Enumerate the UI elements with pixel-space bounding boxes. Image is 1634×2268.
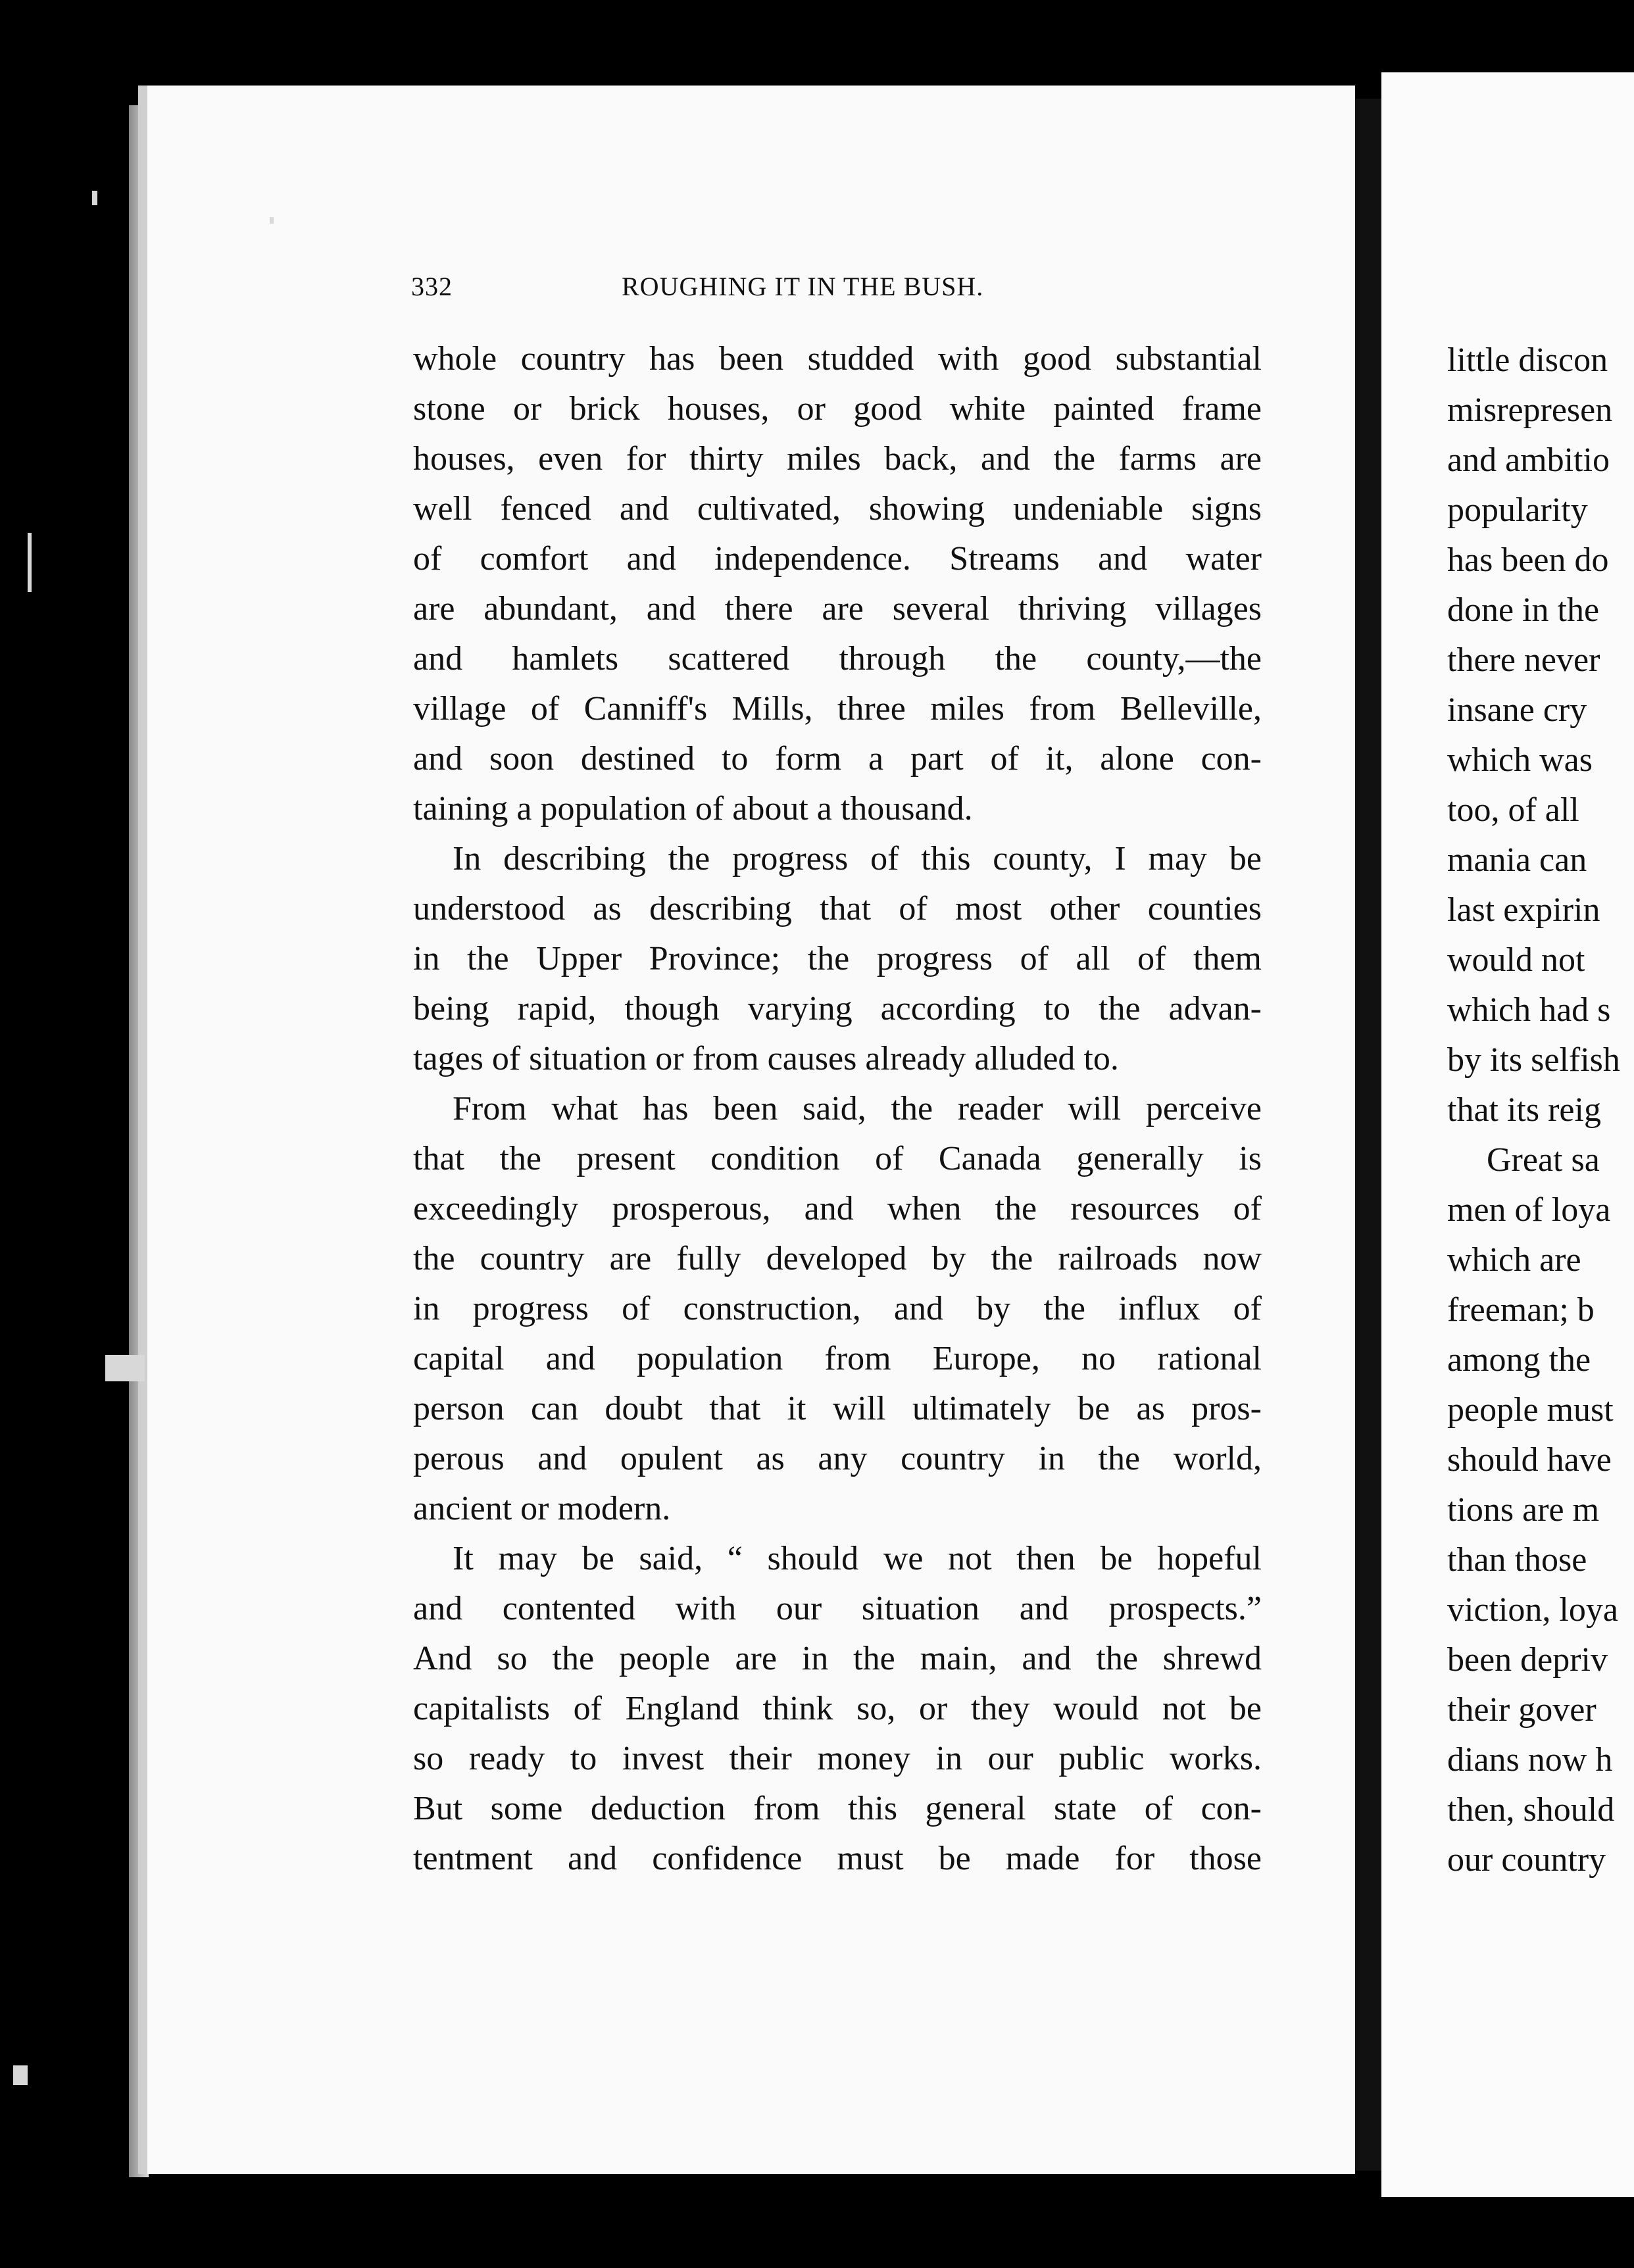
text-line: perous and opulent as any country in the world, bbox=[413, 1440, 1262, 1477]
text-line: which was bbox=[1447, 741, 1593, 779]
text-line: their gover bbox=[1447, 1691, 1597, 1729]
text-line: than those bbox=[1447, 1541, 1587, 1579]
text-line: people must bbox=[1447, 1391, 1614, 1429]
text-line: village of Canniff's Mills, three miles from Belleville, bbox=[413, 690, 1262, 727]
text-line: there never bbox=[1447, 641, 1600, 679]
page-speck bbox=[13, 2065, 28, 2085]
right-book-page bbox=[1381, 72, 1634, 2197]
text-line: last expirin bbox=[1447, 891, 1600, 929]
text-line: ancient or modern. bbox=[413, 1490, 671, 1527]
text-line: tages of situation or from causes already alluded to. bbox=[413, 1040, 1119, 1077]
text-line: and soon destined to form a part of it, alone con- bbox=[413, 740, 1262, 777]
text-line: stone or brick houses, or good white painted frame bbox=[413, 390, 1262, 428]
text-line: well fenced and cultivated, showing undeniable signs bbox=[413, 490, 1262, 528]
text-line: by its selfish bbox=[1447, 1041, 1620, 1079]
text-line: In describing the progress of this county, I may be bbox=[453, 840, 1262, 877]
text-line: person can doubt that it will ultimately be as pros- bbox=[413, 1390, 1262, 1427]
text-line: mania can bbox=[1447, 841, 1587, 879]
page-number: 332 bbox=[411, 272, 453, 301]
running-title: ROUGHING IT IN THE BUSH. bbox=[622, 272, 984, 301]
text-line: insane cry bbox=[1447, 691, 1587, 729]
text-line: capital and population from Europe, no rational bbox=[413, 1340, 1262, 1377]
text-line: exceedingly prosperous, and when the resources of bbox=[413, 1190, 1262, 1227]
text-line: of comfort and independence. Streams and water bbox=[413, 540, 1262, 578]
text-line: and contented with our situation and prospects.” bbox=[413, 1590, 1262, 1627]
text-line: done in the bbox=[1447, 591, 1600, 629]
page-speck bbox=[270, 217, 274, 224]
text-line: men of loya bbox=[1447, 1191, 1611, 1229]
text-line: understood as describing that of most other counties bbox=[413, 890, 1262, 927]
text-line: being rapid, though varying according to the advan- bbox=[413, 990, 1262, 1027]
text-line: that its reig bbox=[1447, 1091, 1601, 1129]
text-line: tentment and confidence must be made for those bbox=[413, 1840, 1262, 1877]
page-speck bbox=[92, 191, 97, 205]
text-line: in progress of construction, and by the influx of bbox=[413, 1290, 1262, 1327]
text-line: misrepresen bbox=[1447, 391, 1613, 429]
text-line: viction, loya bbox=[1447, 1591, 1618, 1629]
text-line: so ready to invest their money in our public works. bbox=[413, 1740, 1262, 1777]
text-line: Great sa bbox=[1487, 1141, 1600, 1179]
text-line: in the Upper Province; the progress of all of them bbox=[413, 940, 1262, 977]
text-line: It may be said, “ should we not then be hopeful bbox=[453, 1540, 1262, 1577]
text-line: From what has been said, the reader will perceive bbox=[453, 1090, 1262, 1127]
running-head bbox=[411, 271, 1260, 310]
right-page-text bbox=[1447, 335, 1634, 1885]
text-line: dians now h bbox=[1447, 1741, 1613, 1779]
left-page-body-text bbox=[413, 334, 1262, 1884]
text-line: and ambitio bbox=[1447, 441, 1610, 479]
text-line: freeman; b bbox=[1447, 1291, 1595, 1329]
page-speck bbox=[105, 1355, 145, 1381]
text-line: tions are m bbox=[1447, 1491, 1600, 1529]
text-line: should have bbox=[1447, 1441, 1612, 1479]
text-line: too, of all bbox=[1447, 791, 1579, 829]
text-line: the country are fully developed by the railroads now bbox=[413, 1240, 1262, 1277]
text-line: been depriv bbox=[1447, 1641, 1608, 1679]
text-line: taining a population of about a thousand. bbox=[413, 790, 973, 827]
text-line: are abundant, and there are several thriving villages bbox=[413, 590, 1262, 628]
text-line: has been do bbox=[1447, 541, 1609, 579]
text-line: our country bbox=[1447, 1841, 1606, 1879]
text-line: and hamlets scattered through the county,—the bbox=[413, 640, 1262, 678]
text-line: And so the people are in the main, and the shrewd bbox=[413, 1640, 1262, 1677]
text-line: would not bbox=[1447, 941, 1585, 979]
text-line: which are bbox=[1447, 1241, 1581, 1279]
text-line: popularity bbox=[1447, 491, 1588, 529]
text-line: But some deduction from this general state of con- bbox=[413, 1790, 1262, 1827]
text-line: houses, even for thirty miles back, and the farms are bbox=[413, 440, 1262, 478]
page-speck bbox=[28, 533, 32, 592]
text-line: little discon bbox=[1447, 341, 1608, 379]
text-line: that the present condition of Canada generally is bbox=[413, 1140, 1262, 1177]
text-line: among the bbox=[1447, 1341, 1591, 1379]
text-line: which had s bbox=[1447, 991, 1611, 1029]
text-line: then, should bbox=[1447, 1791, 1615, 1829]
text-line: capitalists of England think so, or they would not be bbox=[413, 1690, 1262, 1727]
text-line: whole country has been studded with good substantial bbox=[413, 340, 1262, 378]
